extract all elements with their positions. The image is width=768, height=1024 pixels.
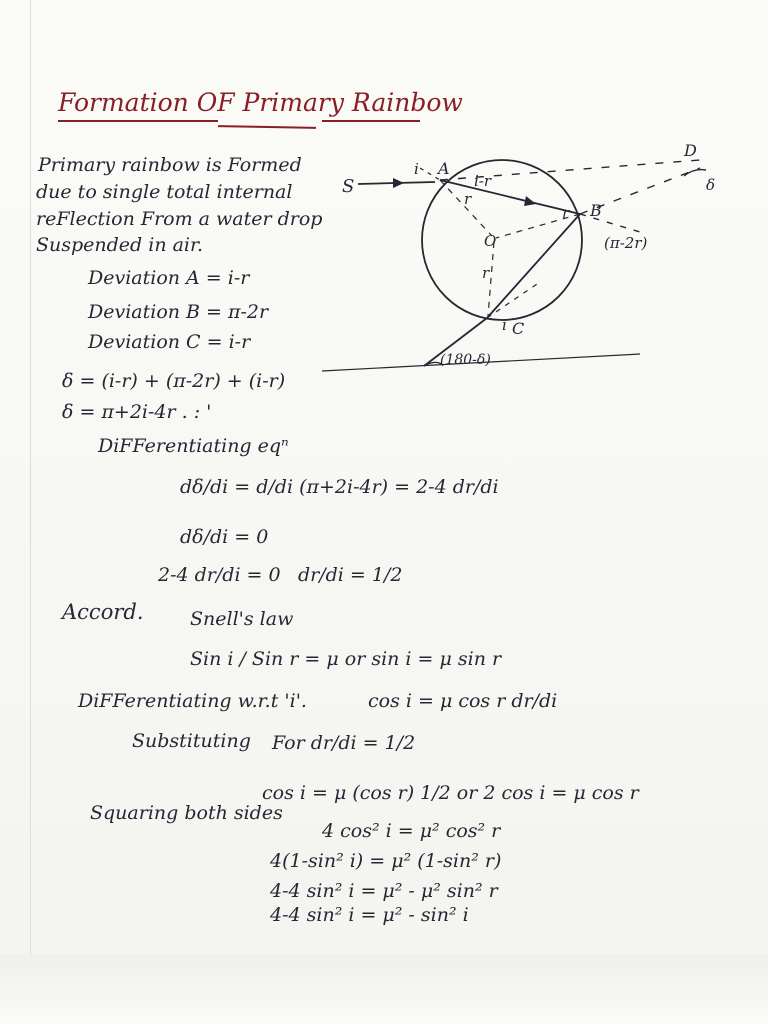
snell-law-equation: Sin i / Sin r = μ or sin i = μ sin r xyxy=(190,648,502,670)
snell-law-label: Snell's law xyxy=(190,608,294,630)
differentiating-heading: DiFFerentiating eqⁿ xyxy=(98,435,289,457)
water-drop-circle xyxy=(422,160,582,320)
deviation-c: Deviation C = i-r xyxy=(88,331,251,353)
delta-sum-equation: δ = (i-r) + (π-2r) + (i-r) xyxy=(62,370,286,392)
substituting-label: Substituting xyxy=(132,730,251,752)
normal-b-extension-dashed xyxy=(580,214,640,232)
label-angle-pi-minus-2r: (π-2r) xyxy=(604,234,648,252)
label-incidence-angle: i xyxy=(414,160,419,178)
label-angle-c-i: i xyxy=(502,316,507,334)
intro-line-4: Suspended in air. xyxy=(36,234,204,256)
label-point-b: B xyxy=(590,201,602,220)
label-angle-i-minus-r: i-r xyxy=(474,172,492,190)
label-point-c: C xyxy=(512,319,525,338)
cos-equation: cos i = μ (cos r) 1/2 or 2 cos i = μ cos r xyxy=(262,782,639,804)
label-point-d: D xyxy=(684,141,697,160)
diff-wrt-equation: cos i = μ cos r dr/di xyxy=(368,690,558,712)
page-title: Formation OF Primary Rainbow xyxy=(58,88,463,117)
label-point-a: A xyxy=(438,159,450,178)
squared-equation-1: 4 cos² i = μ² cos² r xyxy=(322,820,501,842)
ray-ab-arrow xyxy=(524,196,536,206)
squared-equation-2: 4(1-sin² i) = μ² (1-sin² r) xyxy=(270,850,502,872)
deviation-b: Deviation B = π-2r xyxy=(88,301,269,323)
reflected-ray-bc xyxy=(487,214,580,318)
squaring-label: Squaring both sides xyxy=(90,802,283,824)
label-delta: δ xyxy=(706,176,716,194)
deviation-a: Deviation A = i-r xyxy=(88,267,250,289)
label-source-s: S xyxy=(342,176,355,197)
according-label: Accord. xyxy=(62,600,144,624)
diff-wrt-label: DiFFerentiating w.r.t 'i'. xyxy=(78,690,307,712)
squared-equation-4: 4-4 sin² i = μ² - sin² i xyxy=(270,904,469,926)
intro-line-3: reFlection From a water drop xyxy=(36,208,323,230)
result-equation-left: 2-4 dr/di = 0 xyxy=(158,564,281,586)
label-refraction-b: r xyxy=(562,204,570,222)
derivative-equation: dδ/di = d/di (π+2i-4r) = 2-4 dr/di xyxy=(180,476,499,498)
delta-simplified-equation: δ = π+2i-4r . : ' xyxy=(62,401,212,423)
squared-equation-3: 4-4 sin² i = μ² - μ² sin² r xyxy=(270,880,498,902)
label-angle-c-r: r xyxy=(482,264,490,282)
substituting-value: For dr/di = 1/2 xyxy=(272,732,416,754)
stationary-condition: dδ/di = 0 xyxy=(180,526,269,548)
normal-a-outside-dashed xyxy=(420,168,440,180)
label-angle-180-delta: (180-δ) xyxy=(440,352,491,368)
intro-line-1: Primary rainbow is Formed xyxy=(38,154,302,176)
incident-ray-arrow xyxy=(393,178,404,188)
intro-line-2: due to single total internal xyxy=(36,181,293,203)
result-equation-right: dr/di = 1/2 xyxy=(298,564,403,586)
label-refraction-a: r xyxy=(464,190,472,208)
label-center-o: O xyxy=(484,232,497,250)
